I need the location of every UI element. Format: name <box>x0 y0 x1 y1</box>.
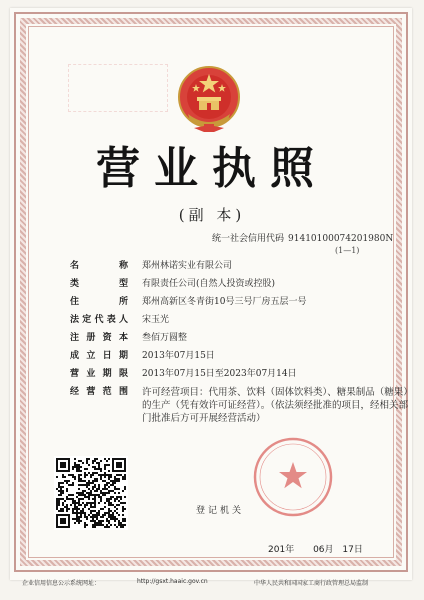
field-label: 法定代表人 <box>70 315 128 325</box>
national-emblem-icon <box>176 64 242 138</box>
field-label: 营业期限 <box>70 369 128 379</box>
issue-year: 201 <box>268 545 286 555</box>
field-label: 成立日期 <box>70 351 128 361</box>
field-value: 宋玉光 <box>142 315 170 325</box>
document-subtitle: (副 本) <box>178 206 246 224</box>
field-value: 2013年07月15日 <box>142 351 215 361</box>
field-value: 郑州林诺实业有限公司 <box>142 261 233 271</box>
registration-seal-icon <box>252 436 334 518</box>
field-value: 叁佰万圆整 <box>142 333 188 343</box>
field-label: 注册资本 <box>70 333 128 343</box>
field-value: 有限责任公司(自然人投资或控股) <box>142 279 276 289</box>
document-title: 营业执照 <box>96 143 328 194</box>
page-indicator: (1—1) <box>335 246 360 255</box>
field-value: 2013年07月15日至2023年07月14日 <box>142 369 297 379</box>
faded-stamp <box>68 64 168 112</box>
qr-code <box>54 456 128 530</box>
credit-code-label: 统一社会信用代码 <box>212 234 285 244</box>
field-value: 郑州高新区冬青街10号三号厂房五层一号 <box>142 297 307 307</box>
registration-authority: 登记机关 <box>196 506 245 516</box>
credit-code-value: 91410100074201980N <box>288 234 394 244</box>
field-label: 类 型 <box>70 279 128 289</box>
footer-system-label: 企业信用信息公示系统网址： <box>22 580 101 587</box>
issue-month: 06 <box>313 545 325 555</box>
day-suffix: 日 <box>353 545 363 555</box>
year-suffix: 年 <box>285 545 295 555</box>
field-value: 许可经营项目：代用茶、饮料（固体饮料类）、糖果制品（糖果）的生产（凭有效许可证经营）。（依法须经批准的项目，经相关部门批准后方可开展经营活动） <box>142 387 409 424</box>
month-suffix: 月 <box>324 545 334 555</box>
issue-day: 17 <box>342 545 354 555</box>
field-label: 住 所 <box>70 297 128 307</box>
field-label: 名 称 <box>70 261 128 271</box>
field-label: 经营范围 <box>70 387 128 397</box>
footer-url: http://gsxt.haaic.gov.cn <box>137 578 208 585</box>
footer-issuer: 中华人民共和国国家工商行政管理总局监制 <box>254 580 369 587</box>
issue-date <box>268 542 363 555</box>
credit-code <box>212 231 393 244</box>
